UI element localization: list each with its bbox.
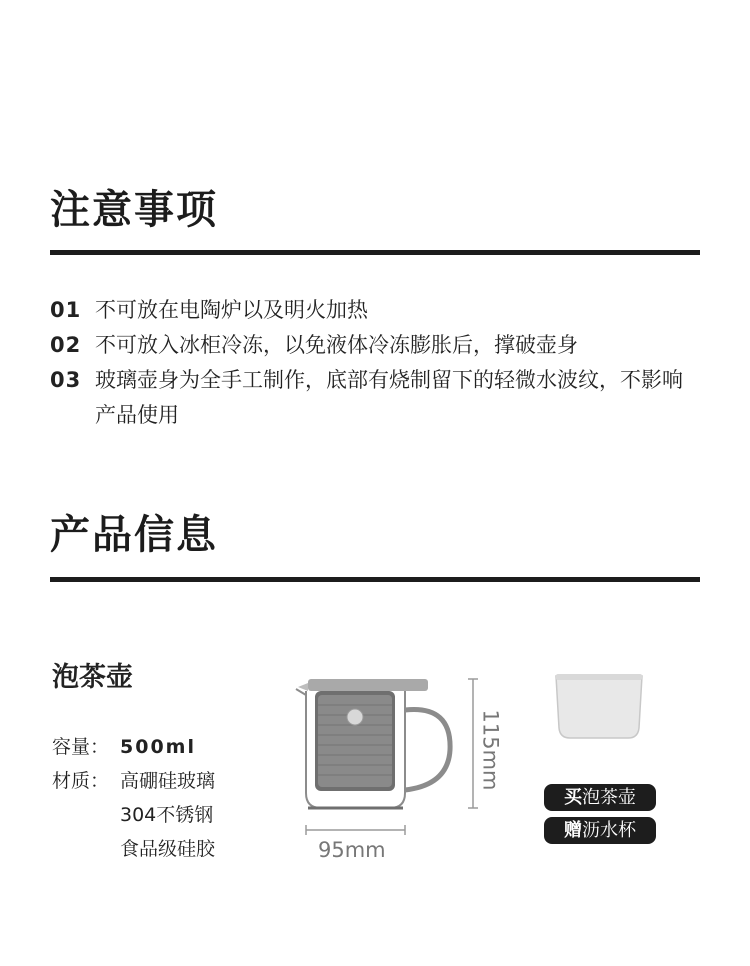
- note-text: 不可放入冰柜冷冻，以免液体冷冻膨胀后，撑破壶身: [95, 333, 578, 357]
- material-value-steel: 304不锈钢: [120, 804, 214, 826]
- buy-tag-text: 泡茶壶: [582, 787, 636, 808]
- capacity-value: 500ml: [120, 736, 196, 758]
- teapot-handle: [405, 710, 450, 791]
- drip-cup-illustration: [553, 672, 645, 742]
- note-text: 不可放在电陶炉以及明火加热: [95, 298, 368, 322]
- notes-section-title: 注意事项: [50, 187, 218, 233]
- material-label: 材质：: [52, 770, 110, 792]
- product-name: 泡茶壶: [52, 662, 133, 693]
- note-item: [50, 328, 720, 363]
- info-section-title: 产品信息: [50, 512, 218, 558]
- buy-teapot-tag: [544, 784, 656, 811]
- note-number: 01: [50, 298, 82, 322]
- note-item: [50, 293, 720, 328]
- height-dimension-label: 115mm: [478, 709, 503, 791]
- note-item: [50, 363, 720, 433]
- notes-section-divider: [50, 250, 700, 255]
- note-text: 玻璃壶身为全手工制作，底部有烧制留下的轻微水波纹，不影响产品使用: [95, 368, 683, 427]
- note-number: 02: [50, 333, 82, 357]
- material-value-silicone: 食品级硅胶: [120, 838, 216, 860]
- material-value-glass: 高硼硅玻璃: [120, 770, 216, 792]
- gift-cup-tag: [544, 817, 656, 844]
- note-number: 03: [50, 368, 82, 392]
- info-section-divider: [50, 577, 700, 582]
- capacity-label: 容量：: [52, 736, 110, 758]
- width-dimension-label: 95mm: [318, 838, 386, 862]
- gift-tag-prefix: 赠: [564, 820, 582, 841]
- gift-tag-text: 沥水杯: [582, 820, 636, 841]
- notes-list: [50, 293, 720, 433]
- buy-tag-prefix: 买: [564, 787, 582, 808]
- teapot-lid: [308, 679, 428, 691]
